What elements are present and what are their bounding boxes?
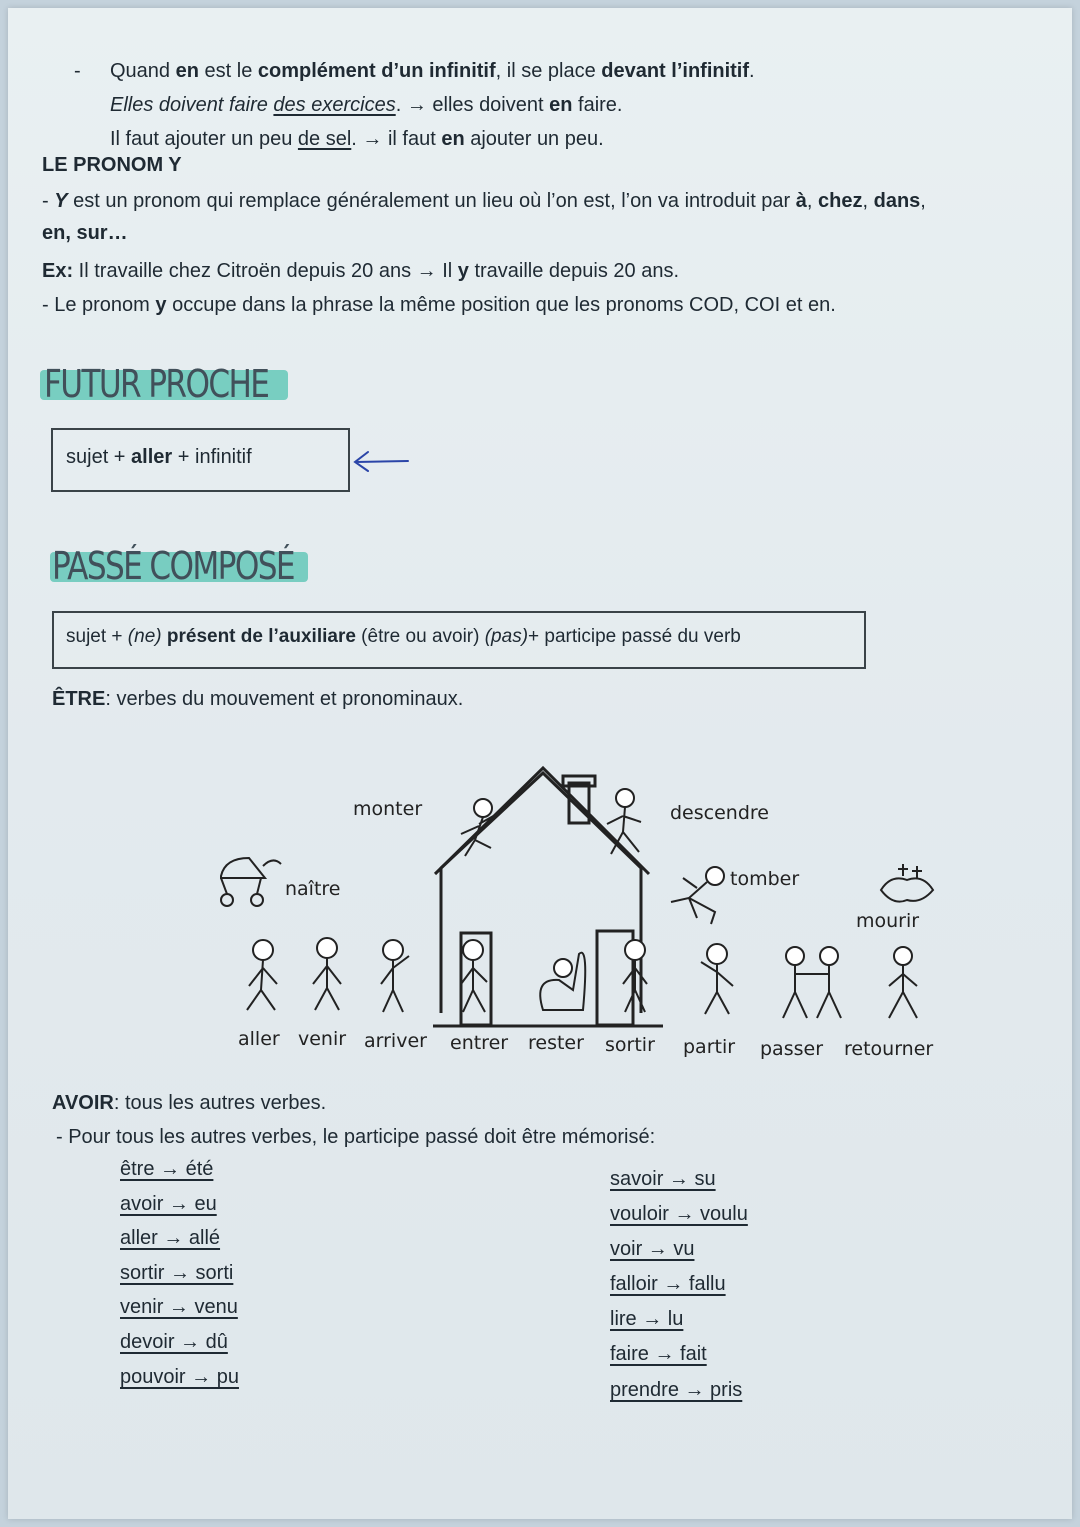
pp-venir: venir → venu (120, 1296, 238, 1318)
futur-formula: sujet + aller + infinitif (66, 446, 252, 468)
pp-pouvoir: pouvoir → pu (120, 1366, 239, 1388)
label-descendre: descendre (670, 802, 769, 824)
etre-rule: ÊTRE: verbes du mouvement et pronominaux. (52, 688, 464, 710)
figure-arriver (381, 940, 409, 1012)
pp-faire: faire → fait (610, 1343, 707, 1365)
pp-etre: être → été (120, 1158, 214, 1180)
label-entrer: entrer (450, 1032, 509, 1054)
figure-partir (701, 944, 733, 1014)
document-page (8, 8, 1072, 1519)
figure-descendre (607, 789, 641, 854)
figure-rester (540, 953, 585, 1010)
y-example: Ex: Il travaille chez Citroën depuis 20 ans → Il y travaille depuis 20 ans. (42, 260, 680, 282)
label-venir: venir (298, 1028, 347, 1050)
passe-formula: sujet + (ne) présent de l’auxiliare (être ou avoir) (pas)+ participe passé du verb (66, 626, 741, 647)
figure-tomber (671, 867, 724, 924)
y-definition-cont: en, sur… (42, 222, 128, 244)
label-passer: passer (760, 1038, 824, 1060)
pp-falloir: falloir → fallu (610, 1273, 726, 1295)
avoir-memorize-line: - Pour tous les autres verbes, le participe passé doit être mémorisé: (56, 1126, 656, 1148)
label-monter: monter (353, 798, 423, 820)
pp-voir: voir → vu (610, 1238, 695, 1260)
pp-aller: aller → allé (120, 1227, 221, 1249)
list-dash: - (74, 60, 81, 82)
stroller-icon (221, 858, 281, 906)
grave-icon (881, 864, 933, 902)
pp-avoir: avoir → eu (120, 1193, 217, 1215)
label-retourner: retourner (844, 1038, 934, 1060)
en-example-2: Il faut ajouter un peu de sel. → il faut en ajouter un peu. (110, 128, 604, 150)
y-heading: LE PRONOM Y (42, 154, 182, 176)
avoir-rule: AVOIR: tous les autres verbes. (52, 1092, 327, 1114)
pp-devoir: devoir → dû (120, 1331, 228, 1353)
pp-vouloir: vouloir → voulu (610, 1203, 748, 1225)
label-naitre: naître (285, 878, 341, 900)
y-position-rule: - Le pronom y occupe dans la phrase la même position que les pronoms COD, COI et en. (42, 294, 836, 316)
figure-entrer (461, 940, 487, 1012)
figure-sortir (623, 940, 647, 1012)
label-aller: aller (238, 1028, 280, 1050)
label-partir: partir (683, 1036, 736, 1058)
label-sortir: sortir (605, 1034, 655, 1056)
hand-arrow-icon (348, 448, 412, 474)
futur-title: FUTUR PROCHE (44, 362, 269, 406)
figure-venir (313, 938, 341, 1010)
pp-sortir: sortir → sorti (120, 1262, 234, 1284)
label-tomber: tomber (730, 868, 800, 890)
label-mourir: mourir (856, 910, 920, 932)
figure-monter (461, 799, 497, 856)
pp-savoir: savoir → su (610, 1168, 716, 1190)
figure-aller (247, 940, 277, 1010)
en-example-1: Elles doivent faire des exercices. → elles doivent en faire. (110, 94, 623, 116)
figure-retourner (889, 947, 917, 1018)
y-definition: - Y est un pronom qui remplace généralement un lieu où l’on est, l’on va introduit par à, chez, dans, (42, 190, 926, 212)
en-rule: Quand en est le complément d’un infinitif, il se place devant l’infinitif. (110, 60, 755, 82)
figure-passer (783, 947, 841, 1018)
passe-title: PASSÉ COMPOSÉ (52, 544, 294, 588)
pp-prendre: prendre → pris (610, 1379, 743, 1401)
label-arriver: arriver (364, 1030, 427, 1052)
pp-lire: lire → lu (610, 1308, 684, 1330)
label-rester: rester (528, 1032, 584, 1054)
